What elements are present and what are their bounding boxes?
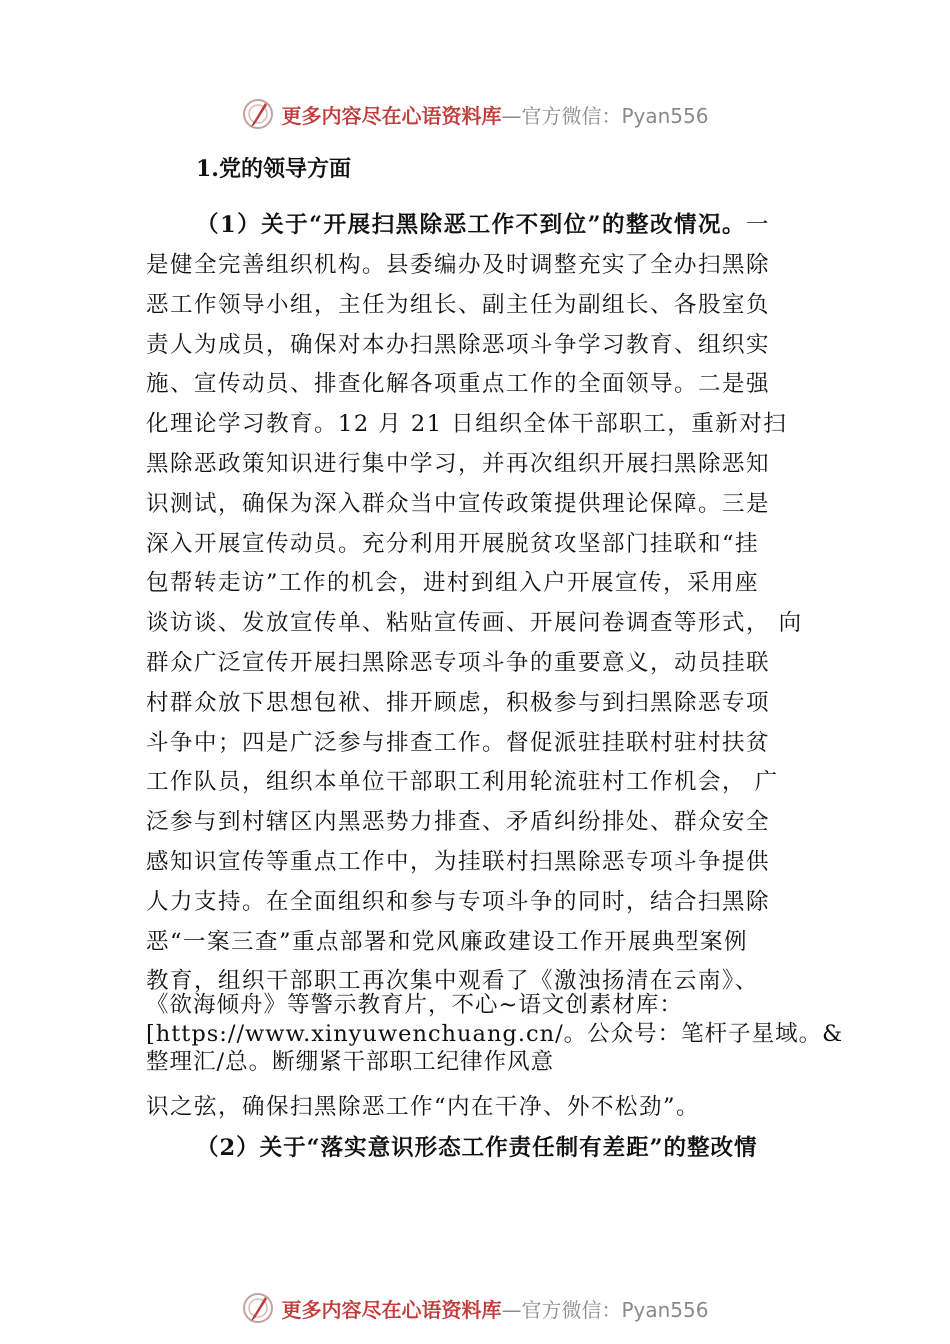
- para1-line: 包帮转走访”工作的机会，进村到组入户开展宣传，采用座: [146, 570, 760, 597]
- para1-line: 教育，组织干部职工再次集中观看了《激浊扬清在云南》、: [146, 968, 759, 995]
- para1-line: 村群众放下思想包袱、排开顾虑，积极参与到扫黑除恶专项: [146, 689, 771, 716]
- para1-line: 是健全完善组织机构。县委编办及时调整充实了全办扫黑除: [146, 252, 771, 278]
- watermark-footer: [0, 1288, 950, 1328]
- para1-lead: （1）关于“开展扫黑除恶工作不到位”的整改情况。: [196, 212, 747, 238]
- para1-line: 谈访谈、发放宣传单、粘贴宣传画、开展问卷调查等形式， 向: [146, 610, 803, 637]
- para1-last-line: 识之弦，确保扫黑除恶工作“内在干净、外不松劲”。: [146, 1094, 701, 1120]
- para1-line: 恶“一案三查”重点部署和党风廉政建设工作开展典型案例: [146, 928, 749, 955]
- para1-line: 化理论学习教育。12 月 21 日组织全体干部职工，重新对扫: [146, 411, 788, 438]
- para1-line: 黑除恶政策知识进行集中学习，并再次组织开展扫黑除恶知: [146, 451, 771, 477]
- para1-inserted-line: [https://www.xinyuwenchuang.cn/。公众号：笔杆子星域。&: [146, 1020, 844, 1047]
- para1-first-tail: 一: [746, 212, 771, 238]
- para1-line: 泛参与到村辖区内黑恶势力排查、矛盾纠纷排处、群众安全: [146, 809, 771, 836]
- quill-logo-icon: [241, 1291, 275, 1325]
- para1-line: 责人为成员，确保对本办扫黑除恶项斗争学习教育、组织实: [146, 331, 771, 358]
- para1-line: 群众广泛宣传开展扫黑除恶专项斗争的重要意义，动员挂联: [146, 650, 771, 676]
- para1-line: 恶工作领导小组，主任为组长、副主任为副组长、各股室负: [146, 291, 771, 318]
- watermark-gray-text: —官方微信：Pyan556: [501, 1297, 709, 1322]
- para1-inserted-line: 整理汇/总。断绷紧干部职工纪律作风意: [146, 1049, 555, 1075]
- watermark-gray-text: —官方微信：Pyan556: [501, 103, 709, 128]
- section-heading: 1.党的领导方面: [196, 156, 351, 182]
- para1-line: 工作队员，组织本单位干部职工利用轮流驻村工作机会， 广: [146, 769, 779, 796]
- para1-line: 施、宣传动员、排查化解各项重点工作的全面领导。二是强: [146, 371, 771, 398]
- para1-line: 感知识宣传等重点工作中，为挂联村扫黑除恶专项斗争提供: [146, 849, 771, 875]
- para1-line: 斗争中；四是广泛参与排查工作。督促派驻挂联村驻村扶贫: [146, 729, 771, 756]
- watermark-red-text: 更多内容尽在心语资料库: [281, 103, 502, 128]
- para1-inserted-line: 《欲海倾舟》等警示教育片，不心~语文创素材库：: [146, 992, 683, 1018]
- para1-line: 深入开展宣传动员。充分利用开展脱贫攻坚部门挂联和“挂: [146, 530, 760, 557]
- quill-logo-icon: [241, 97, 275, 131]
- para1-first-line: [196, 210, 896, 240]
- para2-lead: （2）关于“落实意识形态工作责任制有差距”的整改情: [196, 1135, 758, 1161]
- watermark-red-text: 更多内容尽在心语资料库: [281, 1297, 502, 1322]
- para1-line: 人力支持。在全面组织和参与专项斗争的同时，结合扫黑除: [146, 888, 771, 915]
- para1-line: 识测试，确保为深入群众当中宣传政策提供理论保障。三是: [146, 490, 771, 517]
- watermark-header: [0, 94, 950, 134]
